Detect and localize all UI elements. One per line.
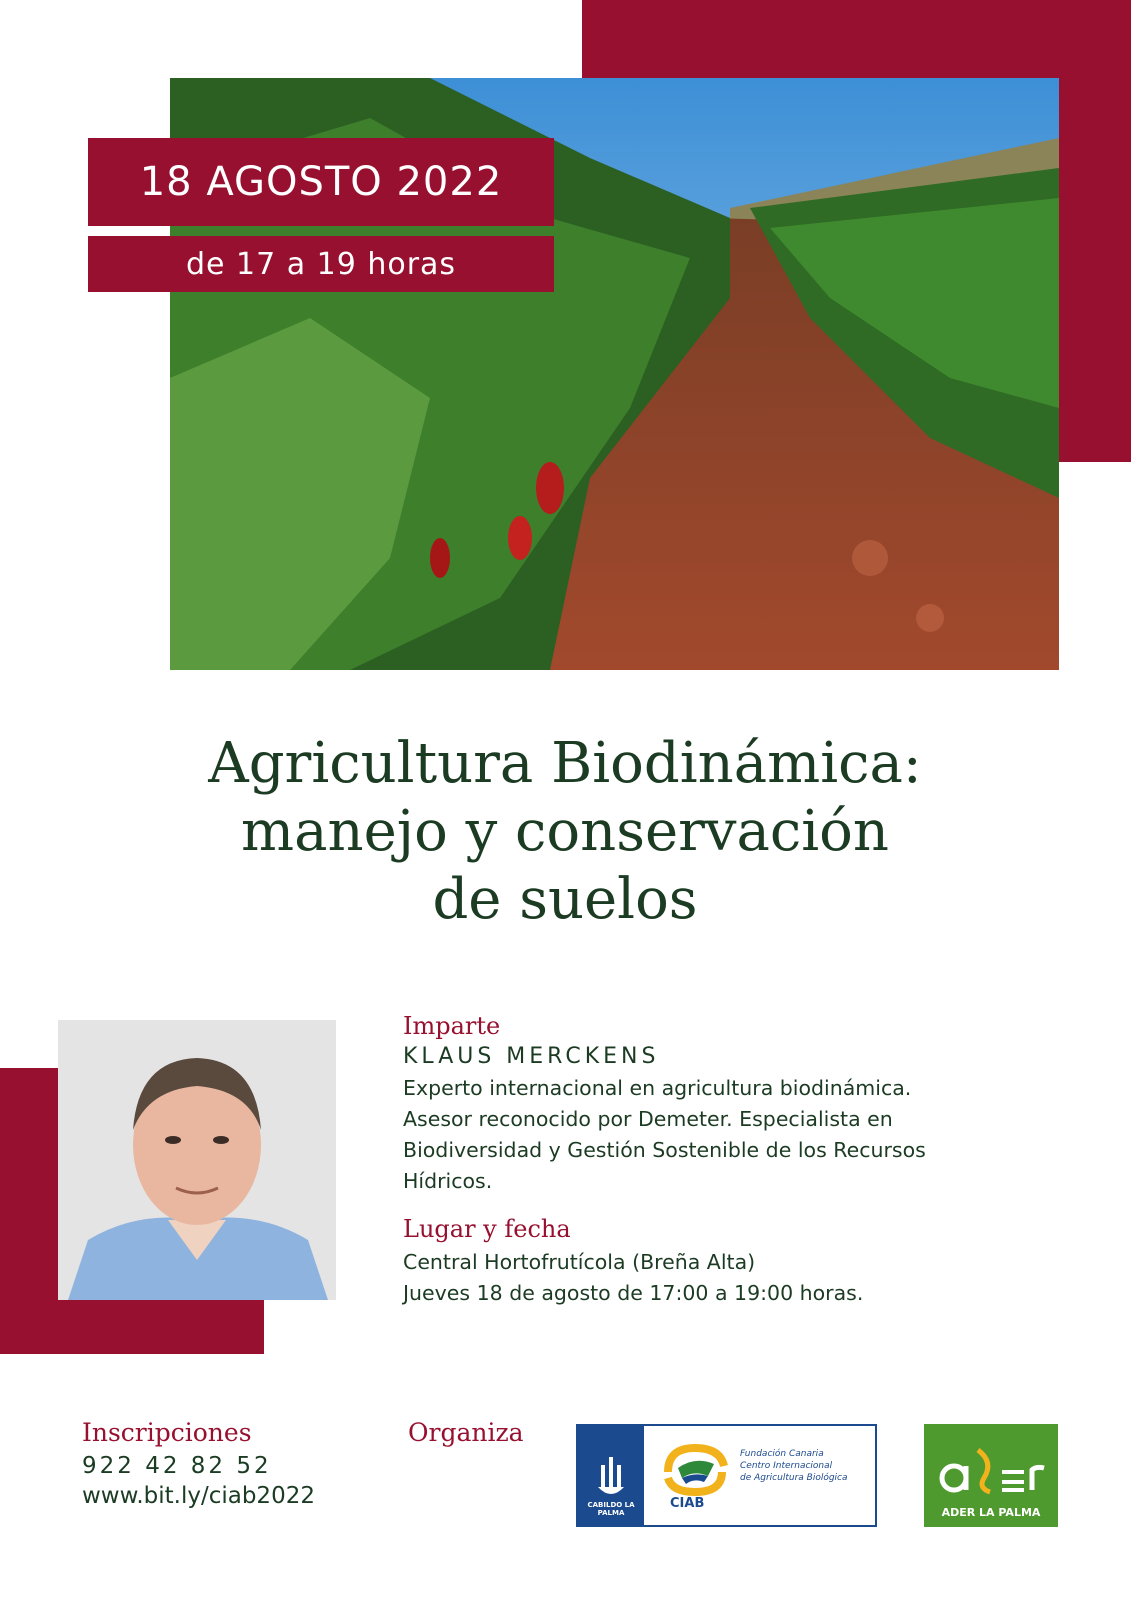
- event-when: Jueves 18 de agosto de 17:00 a 19:00 horas.: [403, 1281, 864, 1305]
- event-details: [403, 1247, 1043, 1309]
- registration-section: [82, 1418, 315, 1509]
- registration-phone: 922 42 82 52: [82, 1453, 272, 1479]
- cabildo-text: CABILDO LA PALMA: [587, 1501, 635, 1517]
- event-label: Lugar y fecha: [403, 1215, 571, 1243]
- ciab-short-text: CIAB: [670, 1496, 705, 1511]
- cabildo-emblem-icon: [594, 1455, 628, 1501]
- ciab-logo: [576, 1424, 877, 1527]
- title-line-3: de suelos: [432, 867, 698, 932]
- ader-text: ADER LA PALMA: [941, 1506, 1041, 1519]
- ciab-emblem-icon: [658, 1442, 732, 1496]
- organizer-label: Organiza: [408, 1418, 524, 1447]
- info-section: [403, 1012, 1043, 1309]
- speaker-bio: [403, 1073, 1043, 1197]
- event-date-banner: 18 AGOSTO 2022: [88, 138, 554, 226]
- bio-line: Biodiversidad y Gestión Sostenible de los Recursos: [403, 1138, 926, 1162]
- ciab-desc-line: de Agricultura Biológica: [740, 1473, 848, 1483]
- speaker-portrait: [58, 1020, 336, 1300]
- bio-line: Hídricos.: [403, 1169, 493, 1193]
- registration-label: Inscripciones: [82, 1418, 252, 1447]
- title-line-2: manejo y conservación: [241, 799, 889, 864]
- registration-url[interactable]: www.bit.ly/ciab2022: [82, 1483, 315, 1509]
- event-time-banner: de 17 a 19 horas: [88, 236, 554, 292]
- speaker-name: KLAUS MERCKENS: [403, 1044, 660, 1069]
- ciab-logo-body: [644, 1426, 875, 1525]
- speaker-label: Imparte: [403, 1012, 501, 1040]
- cabildo-logo: [578, 1426, 644, 1525]
- page-title: [100, 730, 1030, 934]
- ader-logo: [924, 1424, 1058, 1527]
- ciab-desc-line: Fundación Canaria: [740, 1449, 824, 1459]
- ader-emblem-icon: [932, 1442, 1050, 1498]
- event-place: Central Hortofrutícola (Breña Alta): [403, 1250, 756, 1274]
- ciab-description: [740, 1448, 848, 1484]
- bio-line: Experto internacional en agricultura biodinámica.: [403, 1076, 912, 1100]
- ciab-desc-line: Centro Internacional: [740, 1461, 833, 1471]
- title-line-1: Agricultura Biodinámica:: [208, 731, 922, 796]
- bio-line: Asesor reconocido por Demeter. Especialista en: [403, 1107, 893, 1131]
